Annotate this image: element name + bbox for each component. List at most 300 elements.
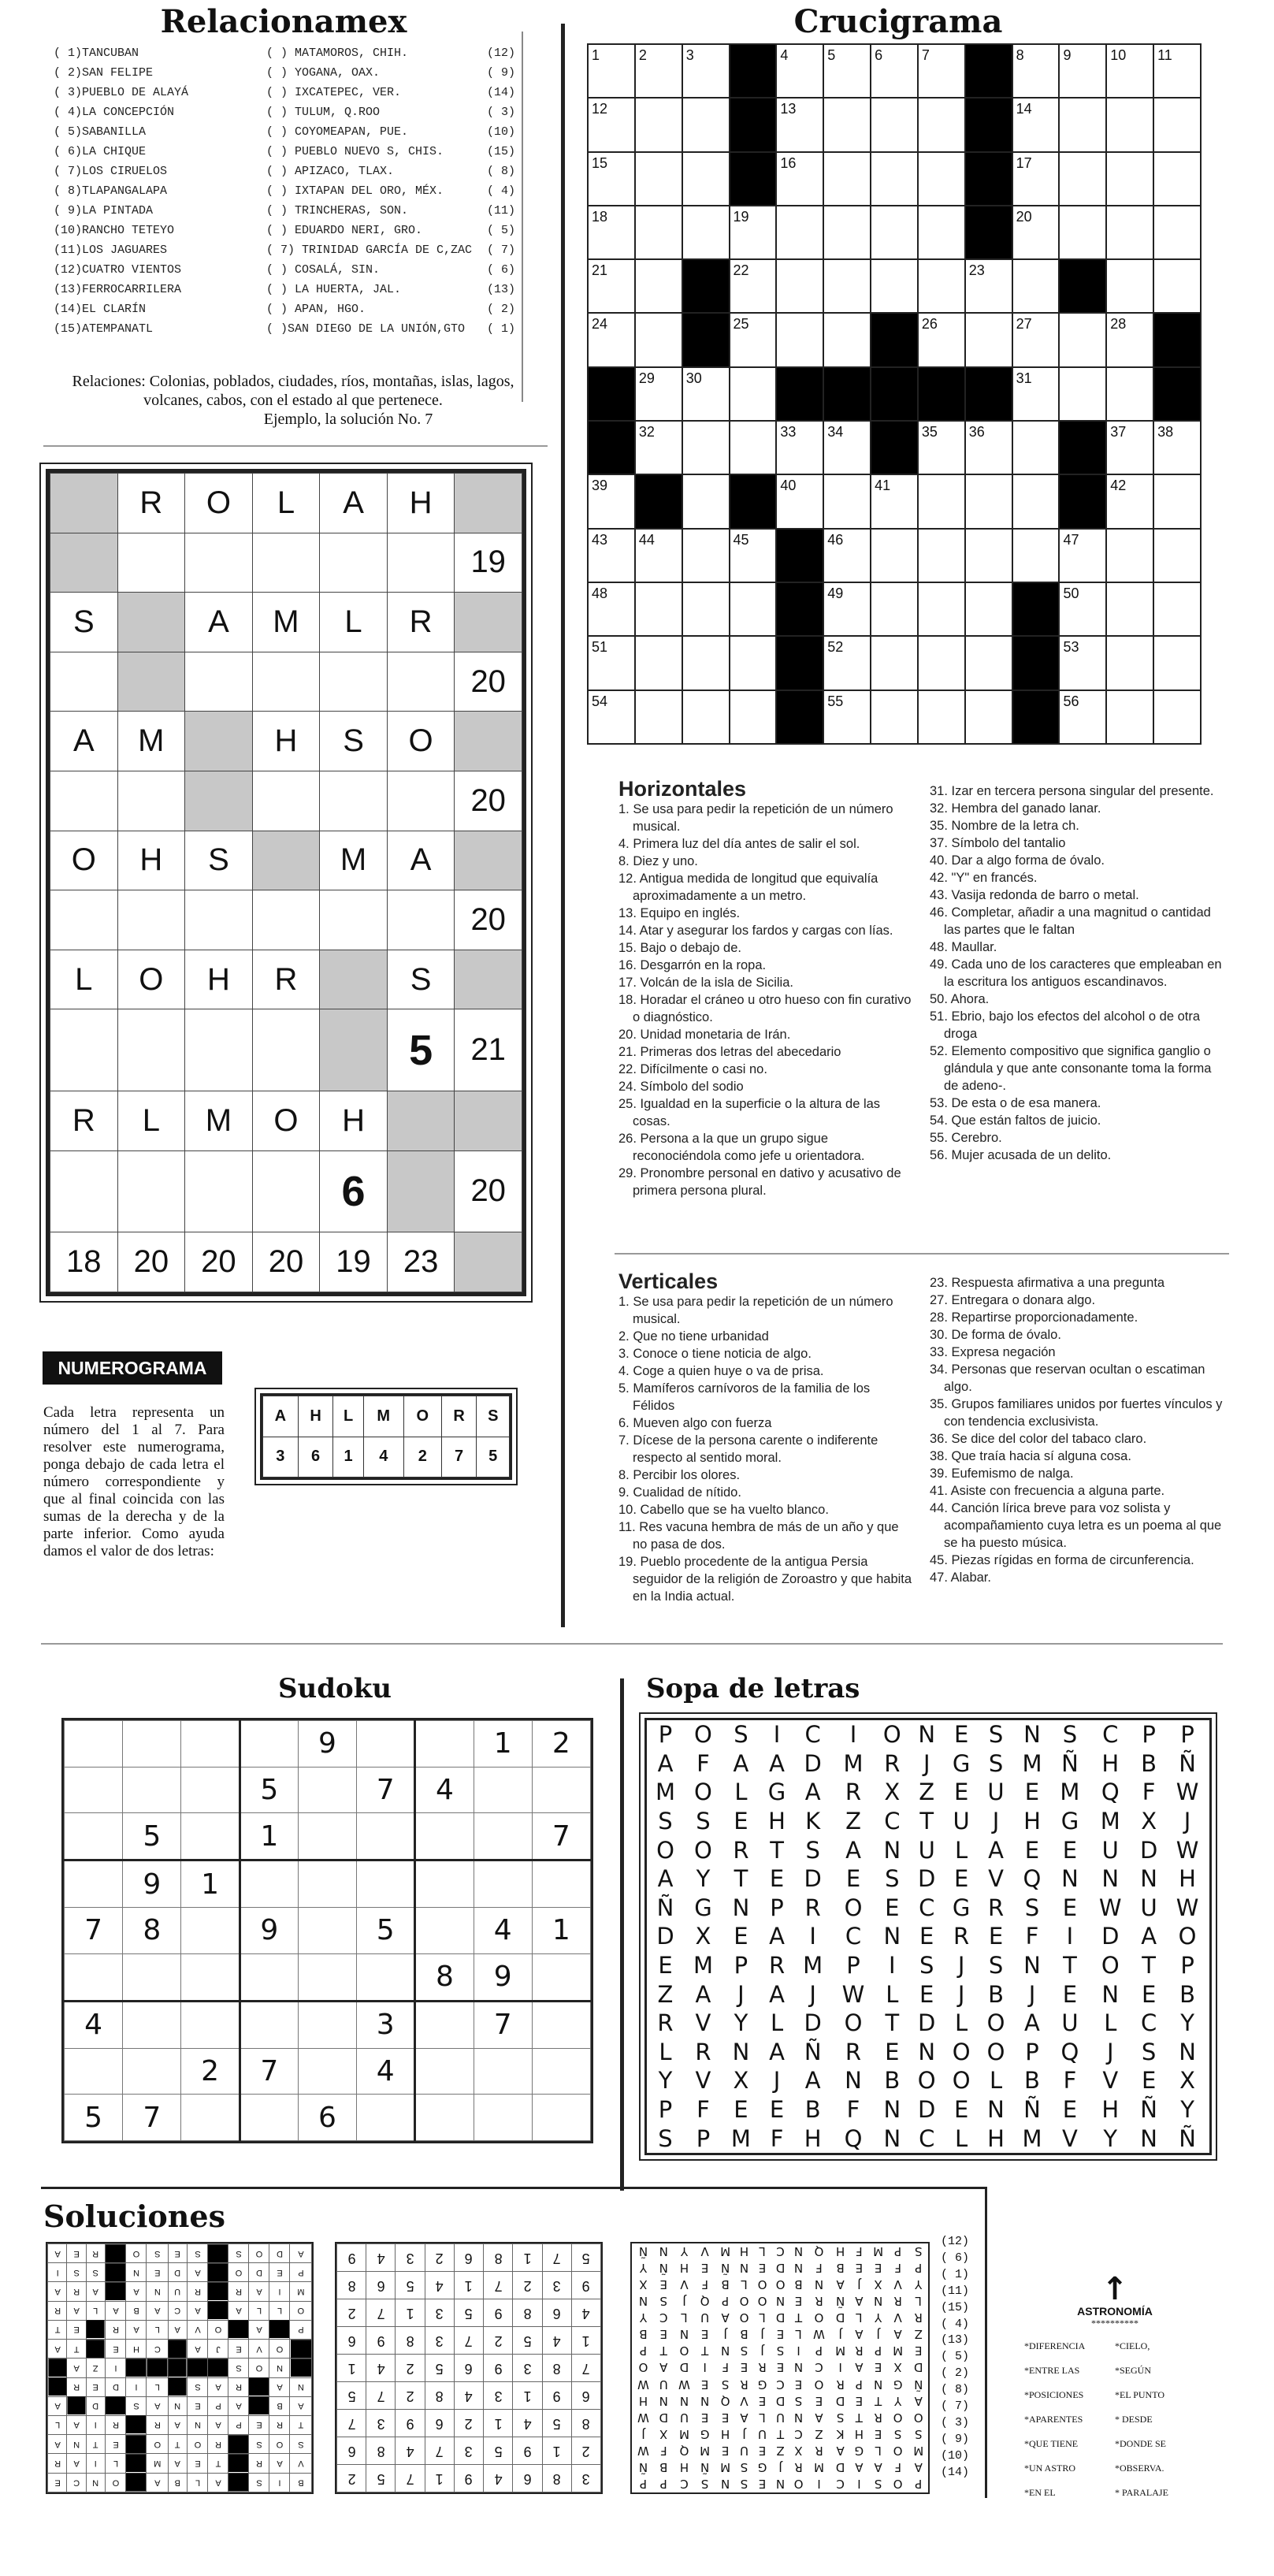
crossword-cell[interactable]	[1106, 636, 1153, 690]
sudoku-cell[interactable]: 7	[532, 1813, 590, 1860]
crossword-cell[interactable]	[635, 98, 682, 151]
crossword-cell[interactable]: 51	[588, 636, 635, 690]
crossword-cell[interactable]	[1106, 367, 1153, 421]
crossword-cell[interactable]	[871, 690, 918, 744]
word-search-letter[interactable]: E	[919, 1980, 935, 2008]
word-search-letter[interactable]: S	[734, 1721, 749, 1749]
word-search-letter[interactable]: O	[694, 1721, 713, 1749]
crossword-cell[interactable]: 50	[1059, 582, 1106, 636]
word-search-letter[interactable]: C	[919, 2124, 936, 2152]
word-search-letter[interactable]: I	[849, 1721, 858, 1749]
sudoku-cell[interactable]	[65, 1767, 123, 1813]
word-search-letter[interactable]: V	[695, 2009, 712, 2037]
word-search-letter[interactable]: O	[1101, 1952, 1120, 1979]
crossword-cell[interactable]: 37	[1106, 421, 1153, 474]
crossword-cell[interactable]	[965, 582, 1012, 636]
crossword-cell[interactable]: 16	[776, 152, 823, 206]
word-search-letter[interactable]: O	[986, 2038, 1006, 2065]
crossword-cell[interactable]: 26	[918, 313, 965, 366]
sudoku-cell[interactable]	[240, 1953, 298, 2001]
word-search-letter[interactable]: X	[733, 2067, 750, 2095]
sudoku-cell[interactable]: 8	[123, 1908, 181, 1954]
word-search-letter[interactable]: G	[1060, 1808, 1080, 1835]
word-search-letter[interactable]: Y	[1180, 2009, 1195, 2037]
word-search-letter[interactable]: C	[1102, 1721, 1120, 1749]
word-search-letter[interactable]: L	[955, 2009, 969, 2037]
word-search-letter[interactable]: N	[732, 1894, 751, 1921]
sudoku-cell[interactable]: 5	[123, 1813, 181, 1860]
sudoku-cell[interactable]: 8	[415, 1953, 474, 2001]
word-search-letter[interactable]: Ñ	[1140, 2096, 1158, 2124]
crossword-cell[interactable]	[823, 206, 871, 259]
crossword-cell[interactable]	[776, 259, 823, 313]
crossword-cell[interactable]	[635, 636, 682, 690]
word-search-letter[interactable]: E	[919, 1923, 935, 1950]
word-search-letter[interactable]: Z	[845, 1808, 862, 1835]
sudoku-cell[interactable]	[474, 1860, 532, 1908]
word-search-letter[interactable]: X	[884, 1779, 901, 1806]
word-search-letter[interactable]: A	[769, 2038, 786, 2065]
sudoku-cell[interactable]: 2	[532, 1721, 590, 1768]
word-search-letter[interactable]: L	[659, 2038, 673, 2065]
crossword-cell[interactable]: 54	[588, 690, 635, 744]
crossword-cell[interactable]	[871, 152, 918, 206]
crossword-cell[interactable]: 20	[1012, 206, 1060, 259]
crossword-cell[interactable]: 46	[823, 529, 871, 582]
word-search-letter[interactable]: P	[1025, 2038, 1040, 2065]
word-search-letter[interactable]: N	[1179, 2038, 1197, 2065]
crossword-cell[interactable]	[918, 259, 965, 313]
crossword-cell[interactable]	[918, 206, 965, 259]
sudoku-cell[interactable]: 4	[474, 1908, 532, 1954]
crossword-cell[interactable]	[682, 98, 730, 151]
word-search-letter[interactable]: A	[657, 1865, 674, 1893]
crossword-cell[interactable]: 39	[588, 474, 635, 528]
word-search-letter[interactable]: A	[733, 1749, 750, 1777]
crossword-cell[interactable]	[1059, 313, 1106, 366]
word-search-letter[interactable]: O	[694, 1836, 713, 1864]
word-search-letter[interactable]: U	[953, 1808, 971, 1835]
word-search-letter[interactable]: D	[804, 2009, 823, 2037]
crossword-cell[interactable]	[1153, 636, 1201, 690]
crossword-cell[interactable]	[682, 636, 730, 690]
word-search-letter[interactable]: X	[1179, 2067, 1196, 2095]
word-search-letter[interactable]: P	[734, 1952, 749, 1979]
word-search-letter[interactable]: P	[770, 1894, 785, 1921]
word-search-letter[interactable]: D	[656, 1923, 675, 1950]
sudoku-cell[interactable]: 1	[181, 1860, 240, 1908]
crossword-cell[interactable]: 2	[635, 44, 682, 98]
word-search-letter[interactable]: S	[1141, 2038, 1157, 2065]
sudoku-cell[interactable]	[474, 2048, 532, 2095]
word-search-letter[interactable]: A	[804, 1779, 822, 1806]
crossword-cell[interactable]	[871, 636, 918, 690]
crossword-cell[interactable]	[730, 582, 777, 636]
crossword-cell[interactable]: 3	[682, 44, 730, 98]
word-search-letter[interactable]: Z	[657, 1980, 674, 2008]
word-search-letter[interactable]: P	[658, 1721, 674, 1749]
word-search-letter[interactable]: A	[769, 1980, 786, 2008]
word-search-letter[interactable]: N	[883, 1836, 902, 1864]
crossword-cell[interactable]	[682, 474, 730, 528]
word-search-letter[interactable]: D	[1139, 1836, 1159, 1864]
word-search-letter[interactable]: D	[918, 1865, 937, 1893]
sudoku-cell[interactable]	[357, 1721, 415, 1768]
word-search-letter[interactable]: E	[1062, 1980, 1079, 2008]
word-search-letter[interactable]: Z	[919, 1779, 936, 1806]
word-search-letter[interactable]: E	[953, 1721, 970, 1749]
word-search-letter[interactable]: E	[1062, 1894, 1079, 1921]
sudoku-cell[interactable]	[65, 1813, 123, 1860]
word-search-letter[interactable]: A	[657, 1749, 674, 1777]
sudoku-cell[interactable]	[123, 1721, 181, 1768]
word-search-letter[interactable]: B	[804, 2096, 822, 2124]
word-search-letter[interactable]: U	[918, 1836, 936, 1864]
crossword-cell[interactable]: 12	[588, 98, 635, 151]
crossword-cell[interactable]	[1153, 582, 1201, 636]
crossword-cell[interactable]: 14	[1012, 98, 1060, 151]
word-search-letter[interactable]: M	[730, 2124, 752, 2152]
crossword-cell[interactable]: 22	[730, 259, 777, 313]
word-search-letter[interactable]: I	[773, 1721, 782, 1749]
word-search-letter[interactable]: C	[919, 1894, 936, 1921]
word-search-letter[interactable]: L	[955, 2124, 969, 2152]
word-search-letter[interactable]: L	[1104, 2009, 1118, 2037]
sudoku-cell[interactable]: 6	[298, 2095, 356, 2141]
crossword-cell[interactable]	[965, 690, 1012, 744]
sudoku-cell[interactable]: 1	[474, 1721, 532, 1768]
sudoku-cell[interactable]	[298, 1813, 356, 1860]
word-search-letter[interactable]: M	[843, 1749, 864, 1777]
word-search-letter[interactable]: E	[769, 1865, 786, 1893]
sudoku-cell[interactable]	[415, 1860, 474, 1908]
crossword-cell[interactable]: 4	[776, 44, 823, 98]
crossword-cell[interactable]	[1106, 206, 1153, 259]
sudoku-cell[interactable]	[532, 1860, 590, 1908]
sudoku-cell[interactable]: 7	[474, 2001, 532, 2048]
word-search-letter[interactable]: H	[987, 2124, 1005, 2152]
crossword-cell[interactable]: 52	[823, 636, 871, 690]
sudoku-cell[interactable]	[415, 2048, 474, 2095]
word-search-letter[interactable]: Y	[1103, 2124, 1119, 2152]
sudoku-cell[interactable]	[532, 2048, 590, 2095]
word-search-letter[interactable]: F	[696, 1749, 711, 1777]
word-search-letter[interactable]: T	[885, 2009, 901, 2037]
word-search-letter[interactable]: S	[658, 2124, 674, 2152]
word-search-letter[interactable]: Y	[734, 2009, 749, 2037]
word-search-letter[interactable]: A	[695, 1980, 712, 2008]
sudoku-cell[interactable]	[532, 1767, 590, 1813]
word-search-letter[interactable]: Ñ	[1179, 1749, 1197, 1777]
crossword-cell[interactable]: 24	[588, 313, 635, 366]
word-search-letter[interactable]: O	[986, 2009, 1006, 2037]
crossword-cell[interactable]	[1059, 152, 1106, 206]
sudoku-cell[interactable]	[474, 2095, 532, 2141]
word-search-letter[interactable]: G	[952, 1894, 971, 1921]
word-search-letter[interactable]: U	[1101, 1836, 1120, 1864]
sudoku-cell[interactable]: 4	[65, 2001, 123, 2048]
word-search-letter[interactable]: E	[734, 1808, 749, 1835]
word-search-letter[interactable]: D	[804, 1865, 823, 1893]
word-search-letter[interactable]: A	[804, 2067, 822, 2095]
sudoku-cell[interactable]	[240, 1721, 298, 1768]
word-search-letter[interactable]: O	[844, 2009, 864, 2037]
sudoku-cell[interactable]: 9	[123, 1860, 181, 1908]
word-search-letter[interactable]: D	[918, 2009, 937, 2037]
sudoku-cell[interactable]	[123, 2048, 181, 2095]
sudoku-cell[interactable]	[181, 1813, 240, 1860]
word-search-letter[interactable]: T	[1063, 1952, 1078, 1979]
crossword-cell[interactable]	[682, 152, 730, 206]
sudoku-cell[interactable]: 7	[357, 1767, 415, 1813]
sudoku-cell[interactable]	[298, 2001, 356, 2048]
sudoku-cell[interactable]	[298, 2048, 356, 2095]
word-search-letter[interactable]: V	[988, 1865, 1005, 1893]
word-search-letter[interactable]: Y	[658, 2067, 674, 2095]
sudoku-cell[interactable]	[298, 1953, 356, 2001]
word-search-letter[interactable]: C	[884, 1808, 901, 1835]
word-search-letter[interactable]: N	[987, 2096, 1005, 2124]
word-search-letter[interactable]: A	[845, 1836, 862, 1864]
crossword-cell[interactable]: 36	[965, 421, 1012, 474]
word-search-letter[interactable]: Ñ	[804, 2038, 823, 2065]
crossword-cell[interactable]	[965, 636, 1012, 690]
sudoku-cell[interactable]	[123, 2001, 181, 2048]
crossword-cell[interactable]	[730, 367, 777, 421]
sudoku-cell[interactable]	[240, 2001, 298, 2048]
word-search-letter[interactable]: F	[1025, 1923, 1040, 1950]
crossword-cell[interactable]	[823, 313, 871, 366]
sudoku-cell[interactable]: 4	[415, 1767, 474, 1813]
word-search-letter[interactable]: S	[1062, 1721, 1079, 1749]
crossword-cell[interactable]	[1012, 529, 1060, 582]
sudoku-cell[interactable]	[474, 1767, 532, 1813]
word-search-letter[interactable]: P	[846, 1952, 861, 1979]
crossword-cell[interactable]	[1106, 259, 1153, 313]
crossword-cell[interactable]	[871, 98, 918, 151]
crossword-cell[interactable]	[635, 152, 682, 206]
sudoku-cell[interactable]	[181, 1908, 240, 1954]
sudoku-cell[interactable]	[415, 2095, 474, 2141]
word-search-letter[interactable]: N	[883, 2124, 902, 2152]
sudoku-cell[interactable]: 5	[240, 1767, 298, 1813]
word-search-letter[interactable]: W	[1176, 1779, 1200, 1806]
crossword-cell[interactable]	[776, 313, 823, 366]
crossword-cell[interactable]	[730, 421, 777, 474]
crossword-cell[interactable]	[918, 529, 965, 582]
word-search-letter[interactable]: W	[1176, 1836, 1200, 1864]
word-search-letter[interactable]: H	[1101, 2096, 1120, 2124]
crossword-cell[interactable]	[965, 313, 1012, 366]
crossword-cell[interactable]: 10	[1106, 44, 1153, 98]
word-search-letter[interactable]: I	[889, 1952, 897, 1979]
word-search-letter[interactable]: S	[919, 1952, 935, 1979]
sudoku-cell[interactable]	[65, 2048, 123, 2095]
word-search-letter[interactable]: I	[809, 1923, 817, 1950]
word-search-letter[interactable]: L	[886, 1980, 900, 2008]
crossword-cell[interactable]: 47	[1059, 529, 1106, 582]
sudoku-cell[interactable]	[181, 2095, 240, 2141]
word-search-letter[interactable]: M	[803, 1952, 824, 1979]
word-search-letter[interactable]: J	[737, 1980, 745, 2008]
sudoku-cell[interactable]	[65, 1721, 123, 1768]
word-search-letter[interactable]: M	[1100, 1808, 1121, 1835]
sudoku-cell[interactable]: 1	[532, 1908, 590, 1954]
sudoku-cell[interactable]	[298, 1860, 356, 1908]
crossword-cell[interactable]: 53	[1059, 636, 1106, 690]
crossword-cell[interactable]: 44	[635, 529, 682, 582]
sudoku-cell[interactable]	[532, 1953, 590, 2001]
word-search-letter[interactable]: N	[732, 2038, 751, 2065]
word-search-letter[interactable]: B	[884, 2067, 901, 2095]
sudoku-cell[interactable]: 9	[240, 1908, 298, 1954]
crossword-cell[interactable]	[1106, 152, 1153, 206]
crossword-cell[interactable]	[1012, 474, 1060, 528]
sudoku-cell[interactable]	[181, 1721, 240, 1768]
word-search-letter[interactable]: E	[769, 2096, 786, 2124]
word-search-letter[interactable]: E	[953, 2096, 970, 2124]
sudoku-cell[interactable]: 1	[240, 1813, 298, 1860]
word-search-letter[interactable]: P	[658, 2096, 674, 2124]
word-search-letter[interactable]: A	[769, 1923, 786, 1950]
word-search-letter[interactable]: O	[694, 1779, 713, 1806]
word-search-letter[interactable]: L	[989, 2067, 1004, 2095]
sudoku-cell[interactable]	[65, 1860, 123, 1908]
sudoku-cell[interactable]: 7	[240, 2048, 298, 2095]
sudoku-cell[interactable]: 2	[181, 2048, 240, 2095]
crossword-cell[interactable]	[871, 206, 918, 259]
crossword-cell[interactable]: 35	[918, 421, 965, 474]
word-search-letter[interactable]: E	[953, 1865, 970, 1893]
word-search-letter[interactable]: E	[988, 1923, 1005, 1950]
crossword-cell[interactable]: 1	[588, 44, 635, 98]
word-search-letter[interactable]: B	[1179, 1980, 1197, 2008]
crossword-cell[interactable]	[918, 636, 965, 690]
word-search-letter[interactable]: J	[773, 2067, 782, 2095]
crossword-cell[interactable]	[871, 259, 918, 313]
word-search-letter[interactable]: J	[1028, 1980, 1037, 2008]
crossword-cell[interactable]: 40	[776, 474, 823, 528]
crossword-cell[interactable]: 18	[588, 206, 635, 259]
sudoku-cell[interactable]: 7	[123, 2095, 181, 2141]
word-search-letter[interactable]: T	[770, 1836, 785, 1864]
word-search-letter[interactable]: E	[1024, 1779, 1041, 1806]
crossword-cell[interactable]	[1153, 259, 1201, 313]
word-search-letter[interactable]: E	[1141, 1980, 1157, 2008]
word-search-letter[interactable]: R	[845, 2038, 863, 2065]
word-search-letter[interactable]: S	[885, 1865, 901, 1893]
crossword-cell[interactable]	[682, 690, 730, 744]
word-search-letter[interactable]: G	[767, 1779, 787, 1806]
word-search-letter[interactable]: E	[845, 1865, 862, 1893]
crossword-cell[interactable]	[918, 474, 965, 528]
sudoku-cell[interactable]	[357, 1813, 415, 1860]
crossword-cell[interactable]	[823, 259, 871, 313]
crossword-cell[interactable]	[1153, 98, 1201, 151]
sudoku-cell[interactable]	[181, 2001, 240, 2048]
crossword-cell[interactable]	[823, 474, 871, 528]
word-search-letter[interactable]: Ñ	[656, 1894, 675, 1921]
word-search-letter[interactable]: R	[884, 1749, 901, 1777]
crossword-cell[interactable]	[635, 259, 682, 313]
sudoku-cell[interactable]: 9	[298, 1721, 356, 1768]
crossword-cell[interactable]: 45	[730, 529, 777, 582]
word-search-letter[interactable]: E	[885, 1894, 901, 1921]
sudoku-cell[interactable]	[415, 1813, 474, 1860]
sudoku-cell[interactable]	[532, 2095, 590, 2141]
word-search-letter[interactable]: N	[1101, 1865, 1120, 1893]
word-search-letter[interactable]: H	[1023, 1808, 1042, 1835]
crossword-cell[interactable]: 31	[1012, 367, 1060, 421]
word-search-letter[interactable]: W	[1176, 1894, 1200, 1921]
word-search-letter[interactable]: V	[695, 2067, 712, 2095]
word-search-letter[interactable]: F	[696, 2096, 711, 2124]
word-search-letter[interactable]: J	[992, 1808, 1001, 1835]
crossword-cell[interactable]	[1012, 259, 1060, 313]
word-search-letter[interactable]: M	[1060, 1779, 1081, 1806]
word-search-letter[interactable]: S	[1024, 1894, 1041, 1921]
crossword-cell[interactable]: 32	[635, 421, 682, 474]
word-search-letter[interactable]: C	[1141, 2009, 1158, 2037]
word-search-letter[interactable]: H	[804, 2124, 823, 2152]
crossword-cell[interactable]	[918, 152, 965, 206]
sudoku-cell[interactable]	[357, 1953, 415, 2001]
word-search-letter[interactable]: O	[952, 2067, 971, 2095]
crossword-cell[interactable]	[1153, 690, 1201, 744]
crossword-cell[interactable]: 48	[588, 582, 635, 636]
word-search-letter[interactable]: A	[988, 1836, 1005, 1864]
word-search-letter[interactable]: P	[1180, 1952, 1195, 1979]
word-search-letter[interactable]: H	[1101, 1749, 1120, 1777]
crossword-cell[interactable]	[1153, 152, 1201, 206]
word-search-letter[interactable]: N	[1023, 1721, 1042, 1749]
sudoku-cell[interactable]	[298, 1908, 356, 1954]
word-search-letter[interactable]: O	[882, 1721, 902, 1749]
word-search-letter[interactable]: E	[1062, 1836, 1079, 1864]
word-search-letter[interactable]: Q	[1060, 2038, 1080, 2065]
word-search-letter[interactable]: M	[655, 1779, 676, 1806]
crossword-cell[interactable]	[730, 690, 777, 744]
word-search-letter[interactable]: Q	[1023, 1865, 1042, 1893]
word-search-letter[interactable]: U	[1140, 1894, 1158, 1921]
crossword-cell[interactable]: 55	[823, 690, 871, 744]
sudoku-cell[interactable]: 5	[65, 2095, 123, 2141]
sudoku-cell[interactable]	[181, 1953, 240, 2001]
word-search-letter[interactable]: C	[804, 1721, 822, 1749]
crossword-cell[interactable]	[635, 313, 682, 366]
word-search-letter[interactable]: F	[1063, 2067, 1078, 2095]
word-search-letter[interactable]: T	[919, 1808, 935, 1835]
sudoku-cell[interactable]	[415, 1908, 474, 1954]
word-search-letter[interactable]: M	[693, 1952, 714, 1979]
word-search-letter[interactable]: I	[1066, 1923, 1075, 1950]
crossword-cell[interactable]: 41	[871, 474, 918, 528]
word-search-letter[interactable]: V	[1062, 2124, 1079, 2152]
word-search-letter[interactable]: S	[988, 1952, 1005, 1979]
word-search-letter[interactable]: Q	[1101, 1779, 1120, 1806]
crossword-cell[interactable]	[682, 529, 730, 582]
crossword-cell[interactable]: 25	[730, 313, 777, 366]
word-search-letter[interactable]: W	[841, 1980, 866, 2008]
crossword-cell[interactable]	[635, 690, 682, 744]
crossword-cell[interactable]	[871, 582, 918, 636]
sudoku-cell[interactable]	[298, 1767, 356, 1813]
word-search-letter[interactable]: Ñ	[1179, 2124, 1197, 2152]
word-search-letter[interactable]: G	[694, 1894, 713, 1921]
sudoku-cell[interactable]: 4	[357, 2048, 415, 2095]
sudoku-cell[interactable]	[123, 1953, 181, 2001]
sudoku-cell[interactable]: 7	[65, 1908, 123, 1954]
